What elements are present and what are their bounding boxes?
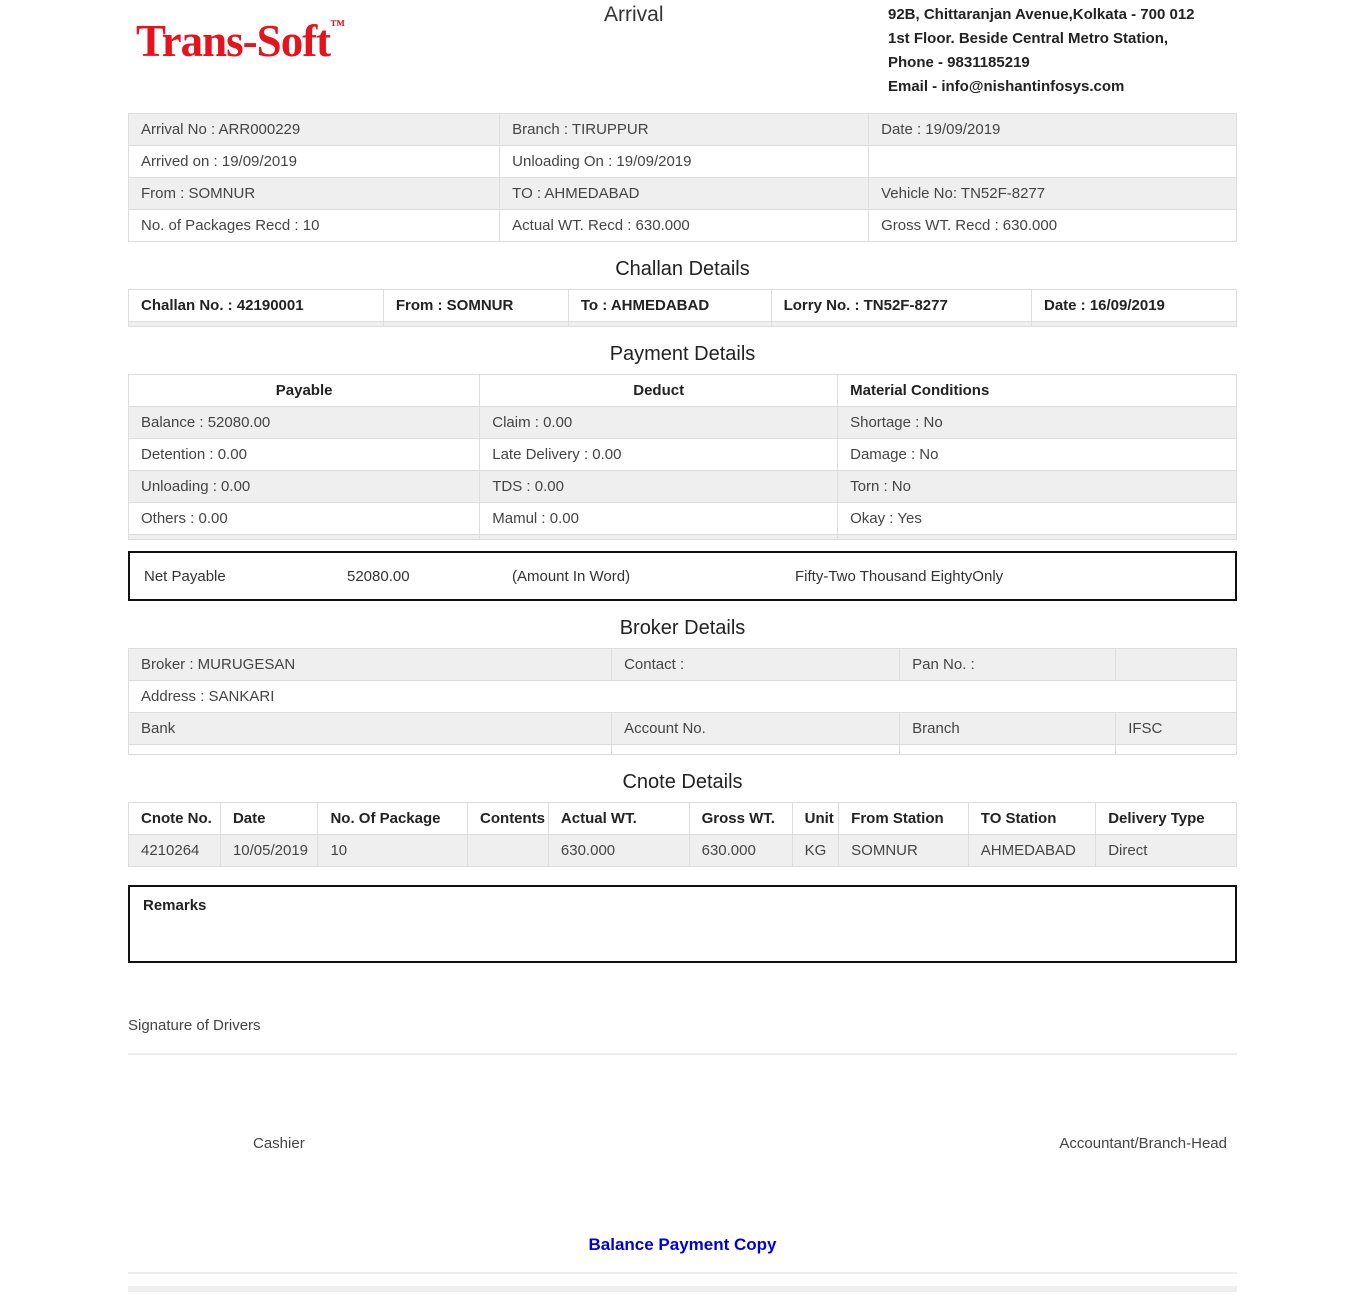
- cnote-details-heading: Cnote Details: [622, 771, 743, 793]
- challan-from-cell: From : SOMNUR: [383, 290, 568, 322]
- challan-details-heading: Challan Details: [615, 258, 750, 280]
- table-row: [129, 114, 1237, 146]
- brand-logo: [136, 0, 345, 67]
- amount-in-word-label: (Amount In Word): [512, 567, 631, 585]
- actual-wt-header: Actual WT.: [548, 803, 689, 835]
- table-row: [129, 407, 1237, 439]
- table-row: [129, 439, 1237, 471]
- payment-details-table: [128, 374, 1237, 540]
- challan-details-table: [128, 289, 1237, 327]
- unit-value: KG: [792, 835, 839, 867]
- late-delivery-cell: Late Delivery : 0.00: [480, 439, 838, 471]
- others-cell: Others : 0.00: [129, 503, 480, 535]
- payable-column-header: Payable: [129, 375, 480, 407]
- table-header-row: [129, 375, 1237, 407]
- empty-row: [129, 745, 1237, 755]
- broker-pan-no-cell: Pan No. :: [900, 649, 1116, 681]
- address-phone: Phone - 9831185219: [888, 54, 1030, 71]
- vehicle-no-cell: Vehicle No: TN52F-8277: [869, 178, 1237, 210]
- table-row: [129, 649, 1237, 681]
- contents-header: Contents: [468, 803, 549, 835]
- torn-cell: Torn : No: [838, 471, 1237, 503]
- signature-of-drivers-label: Signature of Drivers: [128, 1017, 261, 1034]
- table-row: [129, 290, 1237, 322]
- delivery-type-value: Direct: [1096, 835, 1237, 867]
- broker-details-table: [128, 648, 1237, 755]
- detention-cell: Detention : 0.00: [129, 439, 480, 471]
- bank-branch-cell: Branch: [900, 713, 1116, 745]
- account-no-cell: Account No.: [612, 713, 900, 745]
- page-title: Arrival: [604, 3, 664, 26]
- gross-wt-header: Gross WT.: [689, 803, 792, 835]
- payment-details-heading: Payment Details: [609, 343, 756, 365]
- company-address-block: [888, 3, 1195, 99]
- ifsc-cell: IFSC: [1116, 713, 1237, 745]
- actual-wt-value: 630.000: [548, 835, 689, 867]
- table-row: [129, 503, 1237, 535]
- net-payable-amount: 52080.00: [347, 567, 410, 585]
- arrival-report-page: [128, 0, 1237, 1292]
- broker-address-cell: Address : SANKARI: [129, 681, 1237, 713]
- actual-wt-recd-cell: Actual WT. Recd : 630.000: [500, 210, 869, 242]
- table-row: [129, 835, 1237, 867]
- to-station-value: AHMEDABAD: [968, 835, 1095, 867]
- address-email: Email - info@nishantinfosys.com: [888, 78, 1125, 95]
- date-cell: Date : 19/09/2019: [869, 114, 1237, 146]
- broker-empty-cell: [1116, 649, 1237, 681]
- packages-recd-cell: No. of Packages Recd : 10: [129, 210, 500, 242]
- arrival-info-table: [128, 113, 1237, 242]
- branch-cell: Branch : TIRUPPUR: [500, 114, 869, 146]
- net-payable-label: Net Payable: [144, 567, 226, 585]
- balance-cell: Balance : 52080.00: [129, 407, 480, 439]
- damage-cell: Damage : No: [838, 439, 1237, 471]
- table-row: [129, 681, 1237, 713]
- clipped-row: [129, 322, 1237, 327]
- table-row: [129, 146, 1237, 178]
- from-station-header: From Station: [839, 803, 969, 835]
- bank-cell: Bank: [129, 713, 612, 745]
- broker-details-heading: Broker Details: [619, 617, 746, 639]
- unloading-charge-cell: Unloading : 0.00: [129, 471, 480, 503]
- from-cell: From : SOMNUR: [129, 178, 500, 210]
- brand-logo-text: Trans-Soft: [136, 16, 331, 66]
- unloading-on-cell: Unloading On : 19/09/2019: [500, 146, 869, 178]
- arrival-no-cell: Arrival No : ARR000229: [129, 114, 500, 146]
- no-of-package-value: 10: [318, 835, 468, 867]
- balance-payment-copy-label: Balance Payment Copy: [588, 1235, 777, 1254]
- cnote-date-value: 10/05/2019: [220, 835, 318, 867]
- address-line-1: 92B, Chittaranjan Avenue,Kolkata - 700 012: [888, 6, 1195, 23]
- table-header-row: [129, 803, 1237, 835]
- no-of-package-header: No. Of Package: [318, 803, 468, 835]
- empty-cell: [869, 146, 1237, 178]
- material-conditions-column-header: Material Conditions: [838, 375, 1237, 407]
- delivery-type-header: Delivery Type: [1096, 803, 1237, 835]
- from-station-value: SOMNUR: [839, 835, 969, 867]
- broker-name-cell: Broker : MURUGESAN: [129, 649, 612, 681]
- to-station-header: TO Station: [968, 803, 1095, 835]
- deduct-column-header: Deduct: [480, 375, 838, 407]
- gross-wt-recd-cell: Gross WT. Recd : 630.000: [869, 210, 1237, 242]
- to-cell: TO : AHMEDABAD: [500, 178, 869, 210]
- okay-cell: Okay : Yes: [838, 503, 1237, 535]
- gross-wt-value: 630.000: [689, 835, 792, 867]
- clipped-row: [129, 535, 1237, 540]
- cashier-label: Cashier: [253, 1135, 305, 1152]
- challan-to-cell: To : AHMEDABAD: [568, 290, 771, 322]
- shortage-cell: Shortage : No: [838, 407, 1237, 439]
- table-row: [129, 713, 1237, 745]
- challan-no-cell: Challan No. : 42190001: [129, 290, 384, 322]
- broker-contact-cell: Contact :: [612, 649, 900, 681]
- table-row: [129, 210, 1237, 242]
- report-header: [128, 0, 1237, 113]
- challan-date-cell: Date : 16/09/2019: [1031, 290, 1236, 322]
- clipped-section-strip: [128, 1286, 1237, 1292]
- cnote-date-header: Date: [220, 803, 318, 835]
- remarks-label: Remarks: [143, 897, 207, 914]
- tds-cell: TDS : 0.00: [480, 471, 838, 503]
- arrived-on-cell: Arrived on : 19/09/2019: [129, 146, 500, 178]
- cnote-no-header: Cnote No.: [129, 803, 221, 835]
- remarks-box: [128, 885, 1237, 963]
- table-row: [129, 178, 1237, 210]
- signatories-row: [128, 1135, 1237, 1155]
- cnote-details-table: [128, 802, 1237, 867]
- table-row: [129, 471, 1237, 503]
- divider: [128, 1053, 1237, 1055]
- amount-in-words-value: Fifty-Two Thousand EightyOnly: [795, 567, 1004, 585]
- mamul-cell: Mamul : 0.00: [480, 503, 838, 535]
- divider: [128, 1272, 1237, 1274]
- claim-cell: Claim : 0.00: [480, 407, 838, 439]
- address-line-2: 1st Floor. Beside Central Metro Station,: [888, 30, 1169, 47]
- net-payable-box: [128, 551, 1237, 601]
- contents-value: [468, 835, 549, 867]
- unit-header: Unit: [792, 803, 839, 835]
- accountant-branch-head-label: Accountant/Branch-Head: [1059, 1135, 1227, 1152]
- lorry-no-cell: Lorry No. : TN52F-8277: [771, 290, 1031, 322]
- cnote-no-value: 4210264: [129, 835, 221, 867]
- trademark-symbol: ™: [330, 18, 346, 34]
